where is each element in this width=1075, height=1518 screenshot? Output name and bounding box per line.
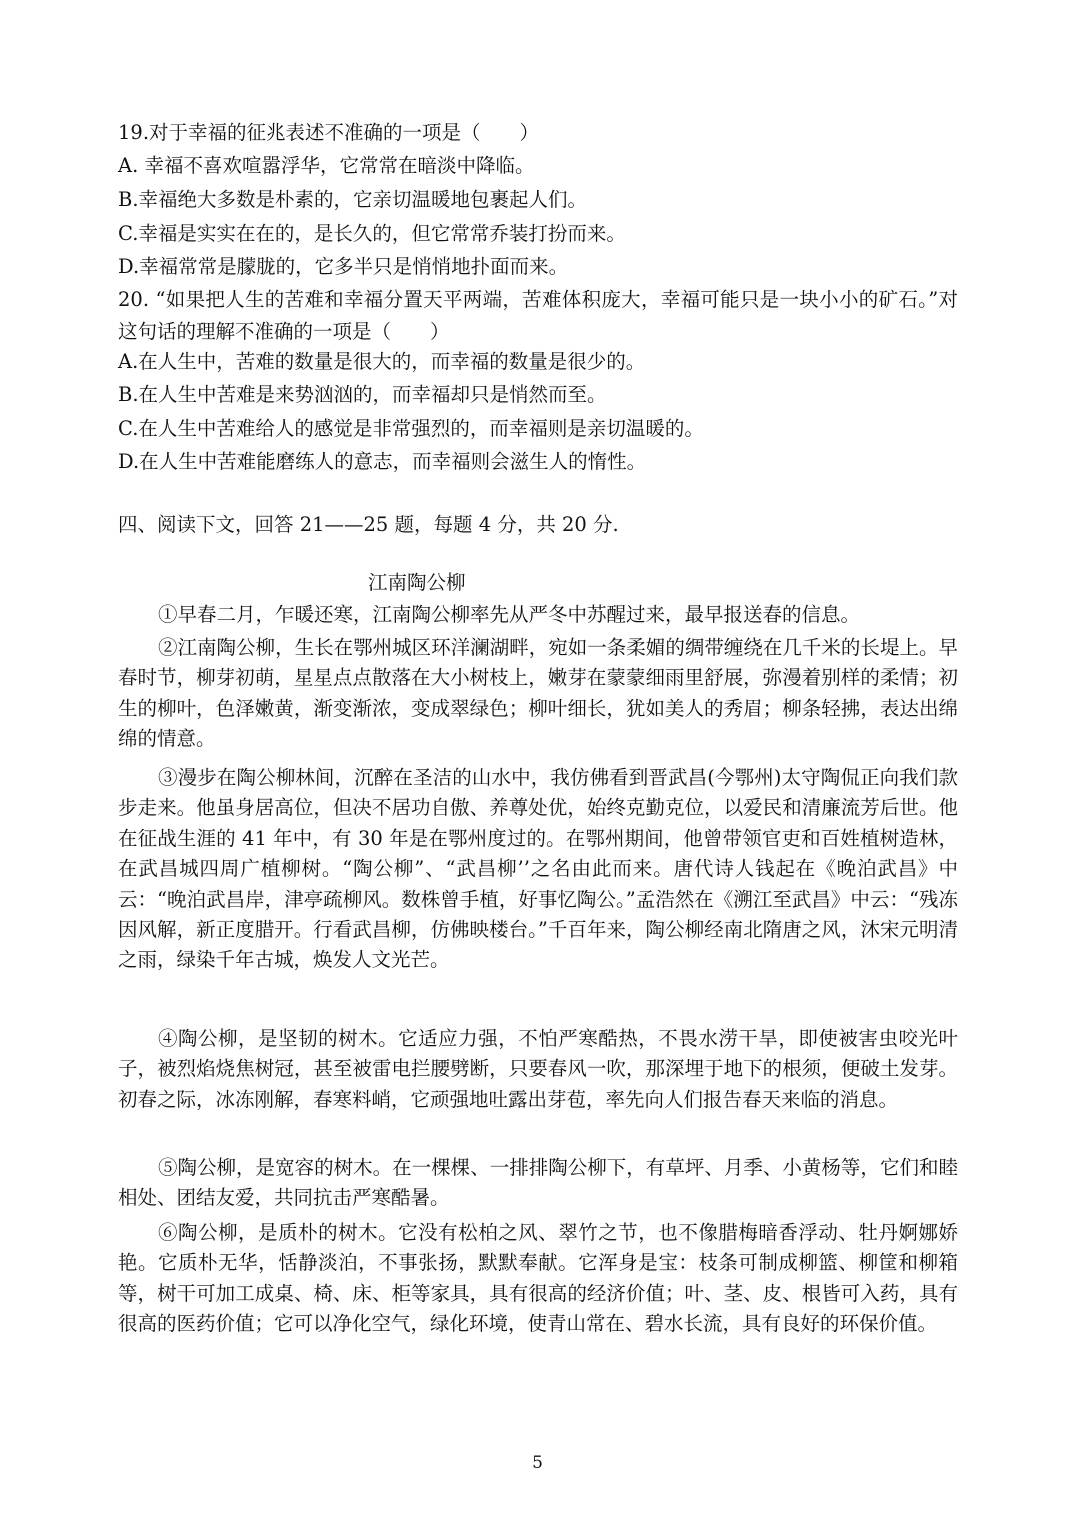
- article-paragraph-3: ③漫步在陶公柳林间，沉醉在圣洁的山水中，我仿佛看到晋武昌(今鄂州)太守陶侃正向我们款步走来。他虽身居高位，但决不居功自傲、养尊处优，始终克勤克位，以爱民和清廉流芳后世。他在征战生涯的 41 年中，有 30 年是在鄂州度过的。在鄂州期间，他曾带领官吏和百姓植树造林，在武昌城四周广植柳树。“陶公柳”、“武昌柳’’之名由此而来。唐代诗人钱起在《晚泊武昌》中云：“晚泊武昌岸，津亭疏柳风。数株曾手植，好事忆陶公。”孟浩然在《溯江至武昌》中云：“残冻因风解，新正度腊开。行看武昌柳，仿佛映楼台。”千百年来，陶公柳经南北隋唐之风，沐宋元明清之雨，绿染千年古城，焕发人文光芒。: [118, 766, 958, 972]
- question-19-option-c: C.幸福是实实在在的，是长久的，但它常常乔装打扮而来。: [118, 222, 626, 245]
- question-20-option-b: B.在人生中苦难是来势汹汹的，而幸福却只是悄然而至。: [118, 383, 607, 406]
- article-title: 江南陶公柳: [368, 571, 466, 594]
- question-20-option-a: A.在人生中，苦难的数量是很大的，而幸福的数量是很少的。: [118, 350, 646, 373]
- question-19-option-d: D.幸福常常是朦胧的，它多半只是悄悄地扑面而来。: [118, 255, 569, 278]
- question-19-option-b: B.幸福绝大多数是朴素的，它亲切温暖地包裹起人们。: [118, 188, 588, 211]
- article-paragraph-1: ①早春二月，乍暖还寒，江南陶公柳率先从严冬中苏醒过来，最早报送春的信息。: [158, 603, 861, 626]
- article-paragraph-5: ⑤陶公柳，是宽容的树木。在一棵棵、一排排陶公柳下，有草坪、月季、小黄杨等，它们和睦相处、团结友爱，共同抗击严寒酷暑。: [118, 1156, 958, 1210]
- article-paragraph-6: ⑥陶公柳，是质朴的树木。它没有松柏之风、翠竹之节，也不像腊梅暗香浮动、牡丹婀娜娇艳。它质朴无华，恬静淡泊，不事张扬，默默奉献。它浑身是宝：枝条可制成柳篮、柳筐和柳箱等，树干可加工成桌、椅、床、柜等家具，具有很高的经济价值；叶、茎、皮、根皆可入药，具有很高的医药价值；它可以净化空气，绿化环境，使青山常在、碧水长流，具有良好的环保价值。: [118, 1221, 958, 1336]
- article-paragraph-4: ④陶公柳，是坚韧的树木。它适应力强，不怕严寒酷热，不畏水涝干旱，即使被害虫咬光叶子，被烈焰烧焦树冠，甚至被雷电拦腰劈断，只要春风一吹，那深埋于地下的根须，便破土发芽。初春之际，冰冻刚解，春寒料峭，它顽强地吐露出芽苞，率先向人们报告春天来临的消息。: [118, 1027, 958, 1111]
- question-20-stem: 20. “如果把人生的苦难和幸福分置天平两端，苦难体积庞大，幸福可能只是一块小小的矿石。”对这句话的理解不准确的一项是（ ）: [118, 288, 958, 343]
- article-paragraph-2: ②江南陶公柳，生长在鄂州城区环洋澜湖畔，宛如一条柔媚的绸带缠绕在几千米的长堤上。早春时节，柳芽初萌，星星点点散落在大小树枝上，嫩芽在蒙蒙细雨里舒展，弥漫着别样的柔情；初生的柳叶，色泽嫩黄，渐变渐浓，变成翠绿色；柳叶细长，犹如美人的秀眉；柳条轻拂，表达出绵绵的情意。: [118, 636, 958, 751]
- question-20-option-d: D.在人生中苦难能磨练人的意志，而幸福则会滋生人的惰性。: [118, 450, 647, 473]
- page-number: 5: [532, 1453, 543, 1473]
- question-20-option-c: C.在人生中苦难给人的感觉是非常强烈的，而幸福则是亲切温暖的。: [118, 417, 704, 440]
- question-19-option-a: A. 幸福不喜欢喧嚣浮华，它常常在暗淡中降临。: [118, 154, 535, 177]
- question-19-stem: 19.对于幸福的征兆表述不准确的一项是（ ）: [118, 121, 540, 144]
- section-heading: 四、阅读下文，回答 21——25 题，每题 4 分，共 20 分.: [118, 513, 619, 536]
